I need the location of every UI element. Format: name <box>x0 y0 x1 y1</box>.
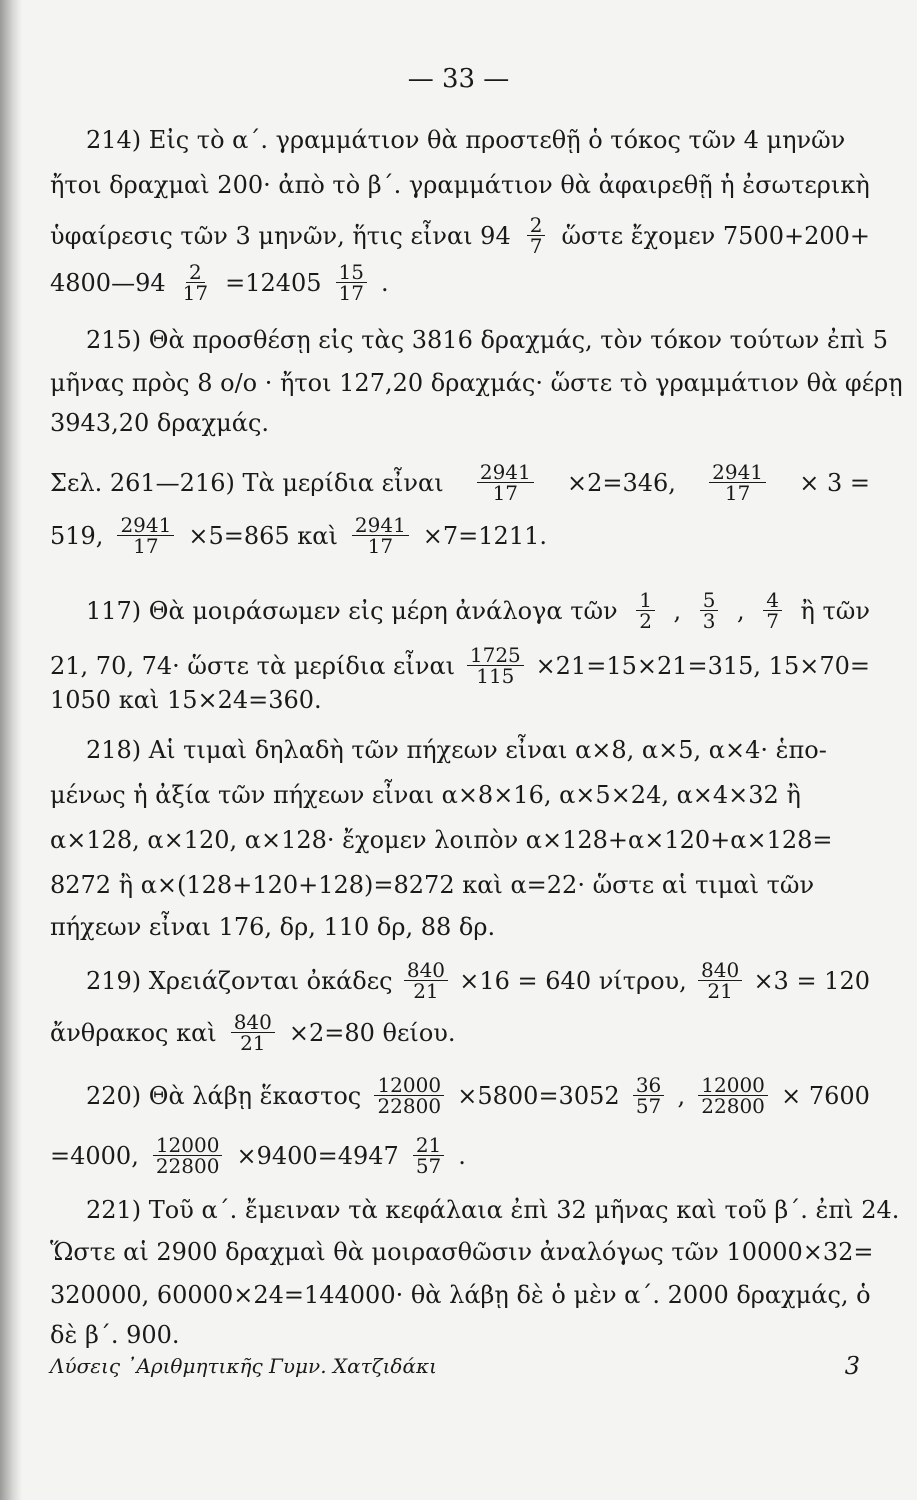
fraction <box>467 645 524 686</box>
fraction <box>698 960 742 1001</box>
fraction-denominator: 22800 <box>155 1154 220 1178</box>
text-line <box>50 825 870 855</box>
text-segment: ×7=1211. <box>422 521 547 550</box>
footer-title: Λύσεις ᾿Αριθμητικῆς Γυμν. Χατζιδάκι <box>50 1354 437 1378</box>
text-line <box>50 215 870 256</box>
text-line <box>86 325 888 355</box>
signature-mark: 3 <box>844 1352 860 1380</box>
text-segment: δὲ β΄. 900. <box>50 1321 180 1349</box>
text-line <box>50 368 903 398</box>
text-segment: ×21=15×21=315, 15×70= <box>535 651 870 680</box>
fraction <box>700 590 719 631</box>
fraction-denominator: 57 <box>635 1094 662 1118</box>
fraction-denominator: 7 <box>766 609 779 633</box>
text-segment: 1050 καὶ 15×24=360. <box>50 686 322 714</box>
fraction-numerator: 2941 <box>352 515 409 536</box>
fraction-denominator: 22800 <box>701 1094 765 1118</box>
text-line <box>50 408 870 438</box>
fraction-denominator: 21 <box>413 979 439 1003</box>
fraction <box>374 1075 444 1116</box>
text-line <box>86 1195 900 1225</box>
fraction <box>527 215 546 256</box>
text-segment: μῆνας πρὸς 8 ο/ο · ἤτοι 127,20 δραχμάς· ὥστε τὸ γραμμάτιον θὰ φέρῃ <box>50 369 903 397</box>
fraction-denominator: 21 <box>240 1031 266 1055</box>
text-segment: 8272 ἢ α×(128+120+128)=8272 καὶ α=22· ὥστε αἱ τιμαὶ τῶν <box>50 871 815 899</box>
fraction-denominator: 17 <box>338 281 364 305</box>
fraction-numerator: 21 <box>413 1135 444 1156</box>
fraction-denominator: 115 <box>476 664 515 688</box>
fraction <box>153 1135 223 1176</box>
text-segment: 519, <box>50 521 104 550</box>
text-segment: × 7600 <box>781 1081 870 1110</box>
text-segment: ×5800=3052 <box>457 1081 620 1110</box>
text-segment: ×3 = 120 <box>753 966 870 995</box>
text-line <box>86 960 870 1001</box>
text-segment: 220) Θὰ λάβῃ ἕκαστος <box>86 1081 362 1110</box>
text-line <box>86 125 870 155</box>
fraction-denominator: 17 <box>367 534 394 558</box>
text-line <box>50 780 870 810</box>
fraction <box>231 1012 275 1053</box>
fraction-numerator: 1 <box>636 590 655 611</box>
fraction-numerator: 2941 <box>477 462 534 483</box>
text-line <box>50 170 870 200</box>
fraction-denominator: 17 <box>492 481 519 505</box>
fraction-denominator: 21 <box>707 979 733 1003</box>
page-footer <box>50 1352 860 1380</box>
fraction-numerator: 840 <box>404 960 448 981</box>
text-line <box>50 685 870 715</box>
fraction-numerator: 840 <box>231 1012 275 1033</box>
text-segment: . <box>381 268 389 297</box>
text-segment: πήχεων εἶναι 176, δρ, 110 δρ, 88 δρ. <box>50 913 496 941</box>
fraction-numerator: 2941 <box>117 515 174 536</box>
fraction-numerator: 1725 <box>467 645 524 666</box>
text-segment: =12405 <box>225 268 322 297</box>
text-segment: 219) Χρειάζονται ὀκάδες <box>86 966 393 995</box>
text-line <box>50 1135 870 1176</box>
text-segment: α×128, α×120, α×128· ἔχομεν λοιπὸν α×128+α×120+α×128= <box>50 826 833 854</box>
text-line <box>50 645 870 686</box>
text-line <box>86 1075 870 1116</box>
fraction <box>117 515 174 556</box>
page-number: — 33 — <box>407 64 510 94</box>
text-line <box>50 1320 870 1350</box>
text-segment: ×9400=4947 <box>236 1141 399 1170</box>
text-segment: 3943,20 δραχμάς. <box>50 409 270 437</box>
text-segment: 21, 70, 74· ὥστε τὰ μερίδια εἶναι <box>50 651 456 680</box>
text-line <box>50 1237 874 1267</box>
fraction-denominator: 17 <box>724 481 751 505</box>
text-segment: ×5=865 καὶ <box>188 521 338 550</box>
fraction-denominator: 3 <box>702 609 716 633</box>
fraction-numerator: 36 <box>633 1075 664 1096</box>
fraction <box>633 1075 664 1116</box>
fraction-denominator: 22800 <box>377 1094 442 1118</box>
fraction <box>763 590 782 631</box>
text-line <box>50 462 870 503</box>
fraction-numerator: 2941 <box>709 462 766 483</box>
text-segment: =4000, <box>50 1141 139 1170</box>
fraction-numerator: 5 <box>700 590 719 611</box>
text-segment: 4800—94 <box>50 268 166 297</box>
text-segment: , <box>673 596 682 625</box>
fraction <box>352 515 409 556</box>
fraction-numerator: 12000 <box>374 1075 444 1096</box>
text-segment: ἢ τῶν <box>800 596 870 625</box>
text-line <box>50 912 870 942</box>
text-segment: 221) Τοῦ α΄. ἔμειναν τὰ κεφάλαια ἐπὶ 32 μῆνας καὶ τοῦ β΄. ἐπὶ 24. <box>86 1196 900 1224</box>
text-segment: 117) Θὰ μοιράσωμεν εἰς μέρη ἀνάλογα τῶν <box>86 596 618 625</box>
fraction <box>413 1135 444 1176</box>
fraction-denominator: 17 <box>182 281 209 305</box>
fraction-numerator: 4 <box>763 590 782 611</box>
fraction-numerator: 12000 <box>698 1075 768 1096</box>
text-line <box>50 515 870 556</box>
text-segment: 215) Θὰ προσθέσῃ εἰς τὰς 3816 δραχμάς, τὸν τόκον τούτων ἐπὶ 5 <box>86 326 888 354</box>
text-segment: Σελ. 261—216) Τὰ μερίδια εἶναι <box>50 468 444 497</box>
fraction-numerator: 2 <box>527 215 546 236</box>
text-segment: ×16 = 640 νίτρου, <box>459 966 687 995</box>
fraction-numerator: 15 <box>336 262 367 283</box>
text-segment: ἤτοι δραχμαὶ 200· ἀπὸ τὸ β΄. γραμμάτιον θὰ ἀφαιρεθῇ ἡ ἐσωτερικὴ <box>50 171 870 199</box>
fraction <box>336 262 367 303</box>
fraction-numerator: 840 <box>698 960 742 981</box>
fraction <box>404 960 448 1001</box>
binding-shadow <box>0 0 22 1500</box>
fraction-denominator: 57 <box>415 1154 442 1178</box>
text-segment: ἄνθρακος καὶ <box>50 1018 217 1047</box>
text-segment: . <box>458 1141 466 1170</box>
text-segment: × 3 = <box>799 468 870 497</box>
text-segment: Ὥστε αἱ 2900 δραχμαὶ θὰ μοιρασθῶσιν ἀναλόγως τῶν 10000×32= <box>50 1238 874 1266</box>
text-line <box>50 262 870 303</box>
fraction <box>180 262 211 303</box>
text-segment: 218) Αἱ τιμαὶ δηλαδὴ τῶν πήχεων εἶναι α×8, α×5, α×4· ἑπο- <box>86 736 827 764</box>
fraction-denominator: 7 <box>529 234 543 258</box>
fraction-denominator: 17 <box>133 534 159 558</box>
fraction-numerator: 12000 <box>153 1135 223 1156</box>
text-segment: μένως ἡ ἀξία τῶν πήχεων εἶναι α×8×16, α×5×24, α×4×32 ἢ <box>50 781 801 809</box>
text-segment: ὑφαίρεσις τῶν 3 μηνῶν, ἥτις εἶναι 94 <box>50 221 511 250</box>
text-line <box>50 1012 870 1053</box>
text-segment: 214) Εἰς τὸ α΄. γραμμάτιον θὰ προστεθῇ ὁ τόκος τῶν 4 μηνῶν <box>86 126 846 154</box>
text-line <box>50 870 870 900</box>
fraction-numerator: 2 <box>186 262 205 283</box>
text-line <box>86 735 870 765</box>
fraction <box>698 1075 768 1116</box>
fraction-denominator: 2 <box>639 609 652 633</box>
text-segment: 320000, 60000×24=144000· θὰ λάβῃ δὲ ὁ μὲν α΄. 2000 δραχμάς, ὁ <box>50 1281 871 1309</box>
text-line <box>86 590 870 631</box>
fraction <box>477 462 534 503</box>
fraction <box>636 590 655 631</box>
text-segment: ὥστε ἔχομεν 7500+200+ <box>561 221 870 250</box>
text-line <box>50 1280 870 1310</box>
text-segment: , <box>677 1081 686 1110</box>
text-segment: ×2=80 θείου. <box>288 1018 456 1047</box>
fraction <box>709 462 766 503</box>
text-segment: ×2=346, <box>566 468 676 497</box>
text-segment: , <box>737 596 745 625</box>
